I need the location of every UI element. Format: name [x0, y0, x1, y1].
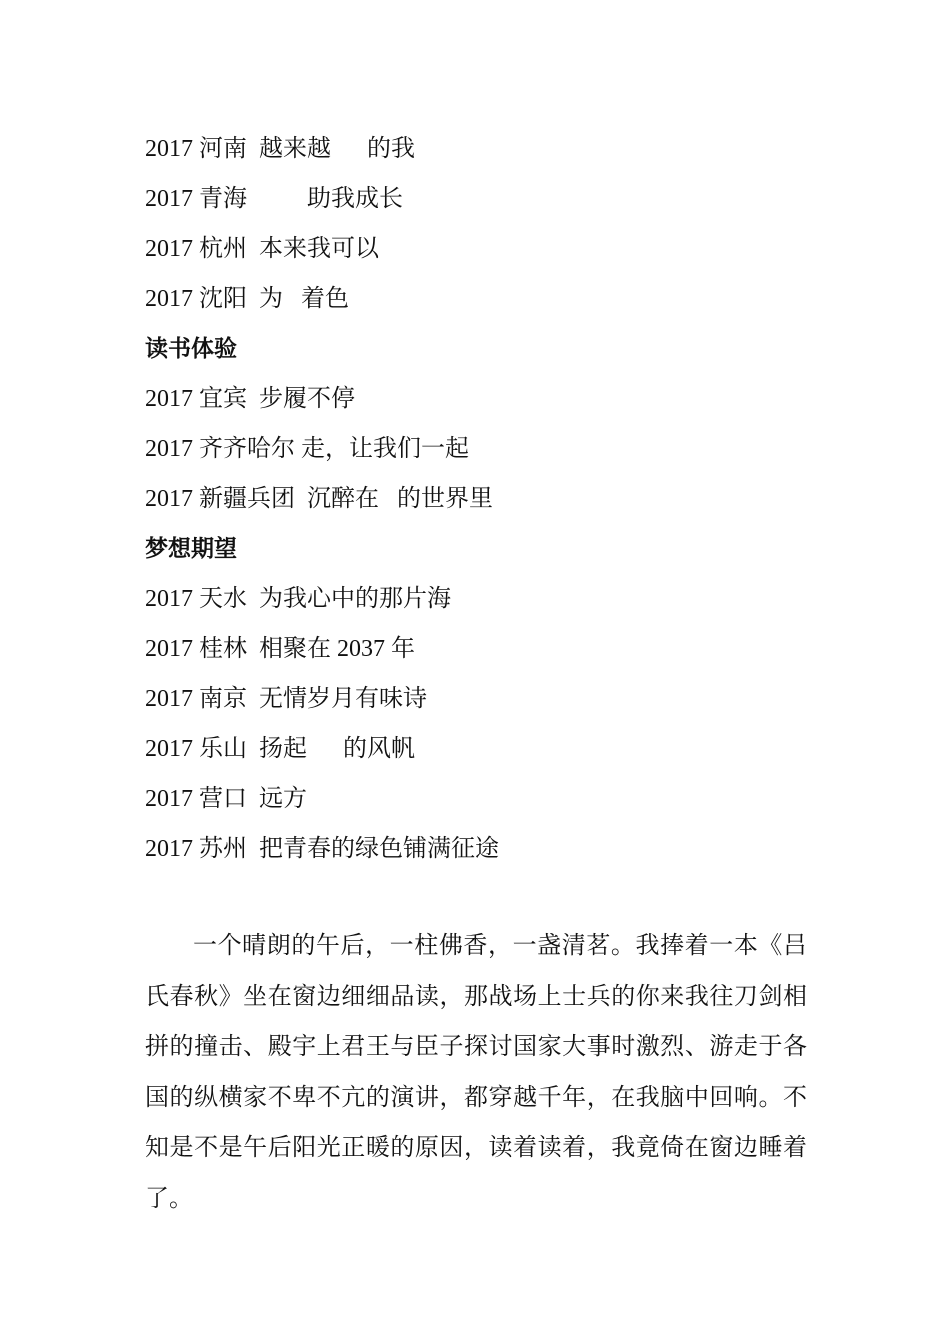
essay-title-list	[145, 124, 825, 874]
list-item: 2017 新疆兵团 沉醉在 的世界里	[145, 486, 493, 512]
list-item: 2017 齐齐哈尔 走，让我们一起	[145, 436, 469, 462]
section-heading-reading: 读书体验	[145, 336, 237, 362]
list-item: 2017 河南 越来越 的我	[145, 136, 415, 162]
list-item: 2017 青海 助我成长	[145, 186, 403, 212]
list-item: 2017 天水 为我心中的那片海	[145, 586, 451, 612]
list-item: 2017 苏州 把青春的绿色铺满征途	[145, 836, 499, 862]
list-item: 2017 沈阳 为 着色	[145, 286, 349, 312]
section-heading-dreams: 梦想期望	[145, 536, 237, 562]
list-item: 2017 桂林 相聚在 2037 年	[145, 636, 415, 662]
body-paragraph: 一个晴朗的午后，一柱佛香，一盏清茗。我捧着一本《吕氏春秋》坐在窗边细细品读，那战场上士兵的你来我往刀剑相拼的撞击、殿宇上君王与臣子探讨国家大事时激烈、游走于各国的纵横家不卑不亢的演讲，都穿越千年，在我脑中回响。不知是不是午后阳光正暖的原因，读着读着，我竟倚在窗边睡着了。	[145, 933, 807, 1212]
list-item: 2017 杭州 本来我可以	[145, 236, 379, 262]
list-item: 2017 宜宾 步履不停	[145, 386, 355, 412]
list-item: 2017 南京 无情岁月有味诗	[145, 686, 427, 712]
list-item: 2017 营口 远方	[145, 786, 307, 812]
list-item: 2017 乐山 扬起 的风帆	[145, 736, 415, 762]
